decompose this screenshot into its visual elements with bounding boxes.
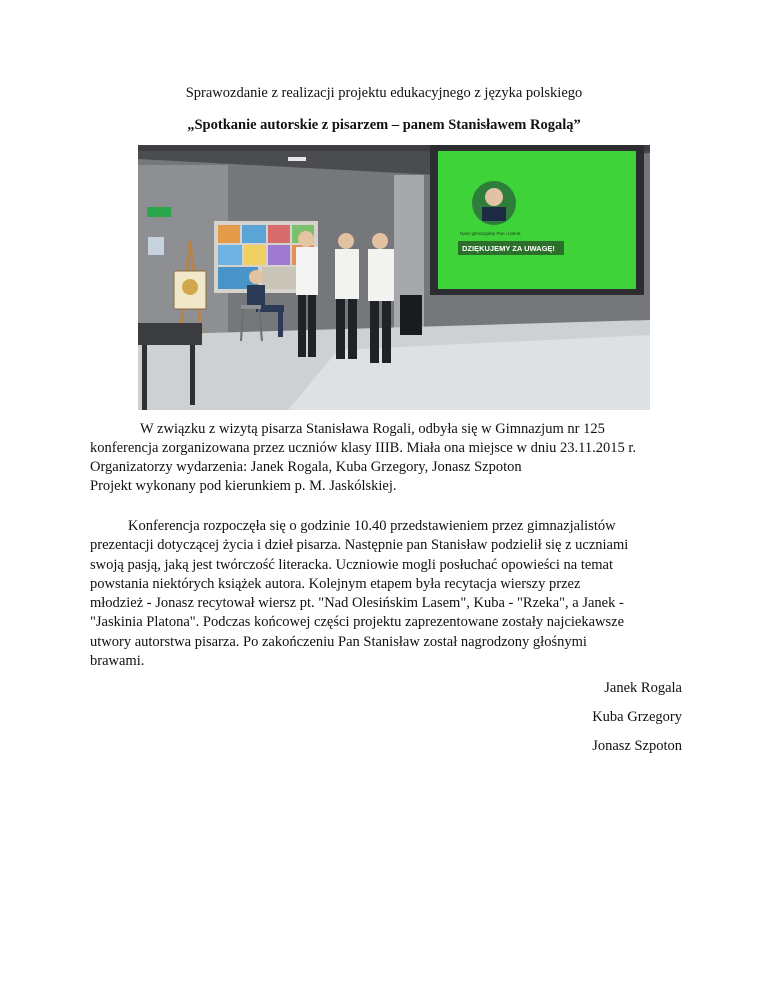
slide-main-text: DZIĘKUJEMY ZA UWAGĘ!: [462, 244, 555, 253]
signature-2: Kuba Grzegory: [592, 709, 682, 725]
paragraph-intro: [90, 420, 690, 496]
slide-small-text: Nasz gimnazjalny Pan i Literat: [460, 231, 521, 236]
paragraph-line: Projekt wykonany pod kierunkiem p. M. Jaskólskiej.: [90, 478, 397, 494]
event-photo-illustration: [138, 145, 650, 410]
paragraph-line: utwory autorstwa pisarza. Po zakończeniu Pan Stanisław został nagrodzony głośnymi: [90, 633, 587, 650]
paragraph-line: Konferencja rozpoczęła się o godzinie 10.40 przedstawieniem przez gimnazjalistów: [128, 518, 616, 534]
document-subtitle: „Spotkanie autorskie z pisarzem – panem Stanisławem Rogalą”: [187, 117, 581, 133]
paragraph-line: Organizatorzy wydarzenia: Janek Rogala, Kuba Grzegory, Jonasz Szpoton: [90, 459, 522, 475]
document-title: Sprawozdanie z realizacji projektu edukacyjnego z języka polskiego: [185, 85, 583, 101]
exit-sign-icon: [147, 207, 171, 217]
paragraph-line: młodzież - Jonasz recytował wiersz pt. "Nad Olesińskim Lasem", Kuba - "Rzeka", a Janek -: [90, 595, 624, 612]
signature-3: Jonasz Szpoton: [592, 738, 682, 754]
signature-1: Janek Rogala: [604, 680, 682, 696]
paragraph-line: powstania niektórych książek autora. Kolejnym etapem była recytacja wierszy przez: [90, 575, 581, 592]
paragraph-line: swoją pasją, jaką jest twórczość literacka. Uczniowie mogli posłuchać opowieści na temat: [90, 556, 614, 573]
event-photo: [138, 145, 650, 410]
paragraph-line: "Jaskinia Platona". Podczas końcowej części projektu zaprezentowane zostały najciekawsze: [90, 614, 625, 631]
paragraph-line: brawami.: [90, 653, 145, 670]
paragraph-conference: [90, 517, 690, 671]
paragraph-line: W związku z wizytą pisarza Stanisława Rogali, odbyła się w Gimnazjum nr 125: [140, 421, 605, 437]
paragraph-line: konferencja zorganizowana przez uczniów klasy IIIB. Miała ona miejsce w dniu 23.11.2015 r.: [90, 440, 636, 456]
paragraph-line: prezentacji dotyczącej życia i dzieł pisarza. Następnie pan Stanisław podzielił się z uczniami: [90, 537, 629, 554]
